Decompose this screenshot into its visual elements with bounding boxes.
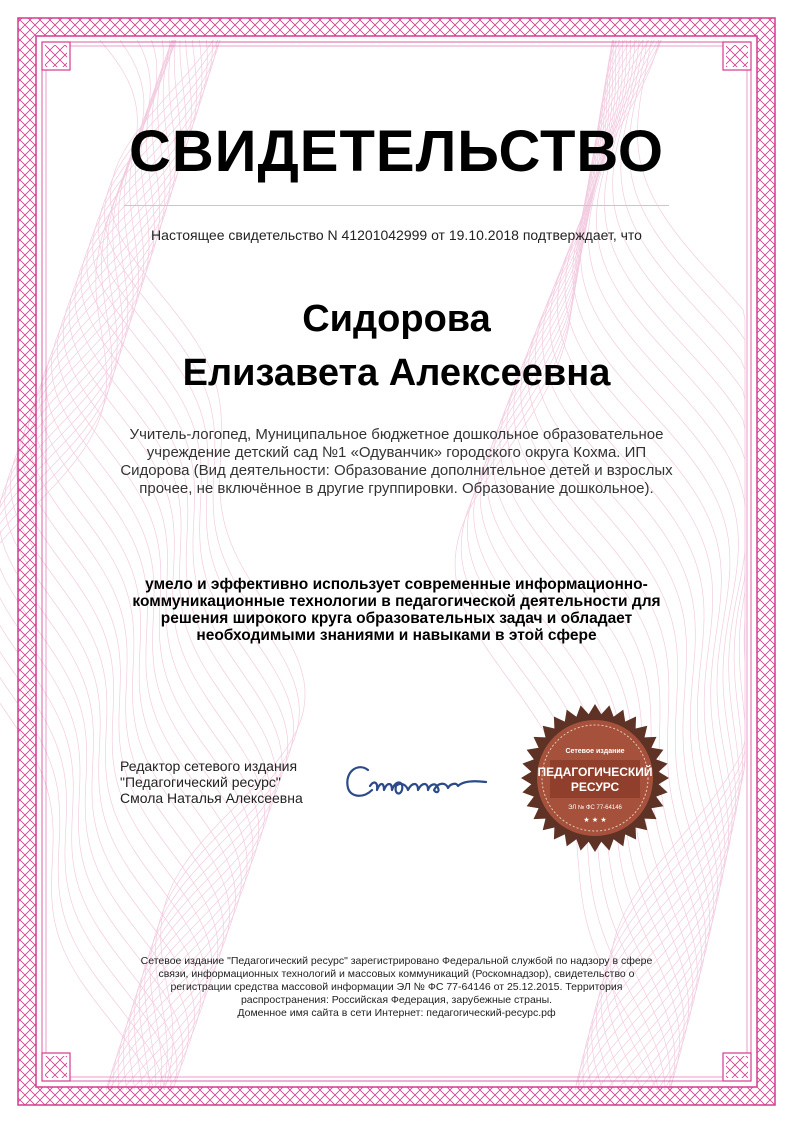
- footer-line: связи, информационных технологий и массовых коммуникаций (Роскомнадзор), свидетельство о: [158, 968, 635, 980]
- editor-line-name: Смола Наталья Алексеевна: [120, 790, 303, 806]
- footer-line: распространения: Российская Федерация, зарубежные страны.: [240, 994, 553, 1006]
- certificate-statement: умело и эффективно использует современные информационно-коммуникационные технологии в педагогической деятельности для решения широкого круга образовательных задач и обладает необходимыми знаниями и навыками в этой сфере: [132, 576, 661, 644]
- editor-signature: [340, 752, 500, 812]
- recipient-given-names: Елизавета Алексеевна: [182, 352, 611, 394]
- seal-stars: ★ ★ ★: [583, 816, 607, 824]
- seal-main-line1: ПЕДАГОГИЧЕСКИЙ: [537, 765, 653, 779]
- editor-line-title: Редактор сетевого издания: [120, 758, 298, 774]
- seal-top-text: Сетевое издание: [565, 748, 625, 755]
- recipient-position: Учитель-логопед, Муниципальное бюджетное дошкольное образовательное учреждение детский сад №1 «Одуванчик» городского округа Кохма. ИП Сидорова (Вид деятельности: Образование дополнительное детей и взрослых прочее, не включённое в другие группировки. Образование дошкольное).: [120, 426, 673, 497]
- seal-registration-text: ЭЛ № ФС 77-64146: [568, 805, 622, 811]
- certificate-number-line: Настоящее свидетельство N 41201042999 от 19.10.2018 подтверждает, что: [151, 227, 642, 243]
- seal-main-line2: РЕСУРС: [570, 780, 620, 794]
- footer-line: Сетевое издание "Педагогический ресурс" зарегистрировано Федеральной службой по надзору в сфере: [140, 955, 653, 967]
- registration-footer: [110, 955, 683, 1020]
- title-divider: [124, 205, 669, 206]
- footer-line: регистрации средства массовой информации ЭЛ № ФС 77-64146 от 25.12.2015. Территория: [170, 981, 623, 993]
- footer-line: Доменное имя сайта в сети Интернет: педагогический-ресурс.рф: [237, 1007, 556, 1019]
- recipient-surname: Сидорова: [302, 298, 491, 340]
- certificate-title: СВИДЕТЕЛЬСТВО: [129, 119, 664, 184]
- editor-block: [120, 758, 303, 806]
- publication-seal: [520, 698, 670, 858]
- editor-line-publication: "Педагогический ресурс": [120, 774, 281, 790]
